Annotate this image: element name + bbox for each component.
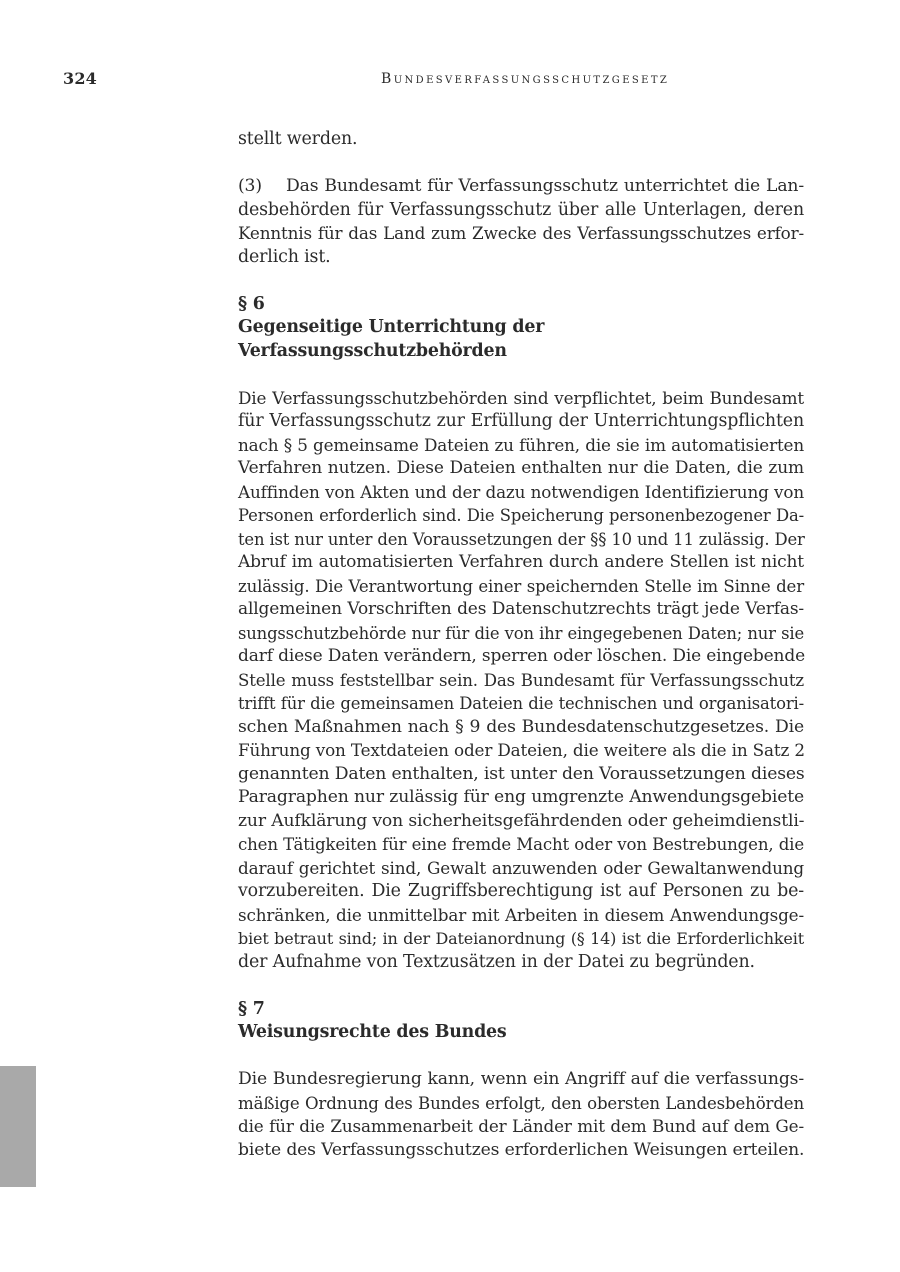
section-7-line: mäßige Ordnung des Bundes erfolgt, den obersten Landesbehörden bbox=[238, 1093, 804, 1113]
section-7-line: Die Bundesregierung kann, wenn ein Angriff auf die verfassungs- bbox=[238, 1069, 804, 1089]
section-7-line: biete des Verfassungsschutzes erforderlichen Weisungen erteilen. bbox=[238, 1139, 805, 1160]
section-6-line: Verfahren nutzen. Diese Dateien enthalten nur die Daten, die zum bbox=[238, 458, 804, 478]
section-6-line: schränken, die unmittelbar mit Arbeiten in diesem Anwendungsge- bbox=[238, 904, 804, 925]
section-6-line: Führung von Textdateien oder Dateien, die weitere als die in Satz 2 bbox=[238, 740, 805, 760]
paragraph-3-number: (3) bbox=[238, 176, 262, 196]
section-6-line: allgemeinen Vorschriften des Datenschutzrechts trägt jede Verfas- bbox=[238, 599, 804, 619]
section-6-line: darf diese Daten verändern, sperren oder löschen. Die eingebende bbox=[238, 646, 805, 666]
section-6-line: Personen erforderlich sind. Die Speicherung personenbezogener Da- bbox=[238, 506, 804, 525]
section-6-line: schen Maßnahmen nach § 9 des Bundesdatenschutzgesetzes. Die bbox=[238, 716, 804, 737]
section-6-line: darauf gerichtet sind, Gewalt anzuwenden oder Gewaltanwendung bbox=[238, 857, 804, 878]
paragraph-3-line: desbehörden für Verfassungsschutz über alle Unterlagen, deren bbox=[238, 199, 804, 220]
section-6-line: Stelle muss feststellbar sein. Das Bundesamt für Verfassungsschutz bbox=[238, 670, 804, 690]
section-6-line: vorzubereiten. Die Zugriffsberechtigung ist auf Personen zu be- bbox=[238, 881, 804, 901]
paragraph-3-line-text: Das Bundesamt für Verfassungsschutz unterrichtet die Lan- bbox=[286, 176, 804, 196]
paragraph-3-line: derlich ist. bbox=[238, 246, 331, 267]
section-6-line: biet betraut sind; in der Dateianordnung (§ 14) ist die Erforderlichkeit bbox=[238, 929, 804, 948]
section-6-line: ten ist nur unter den Voraussetzungen der §§ 10 und 11 zulässig. Der bbox=[238, 529, 805, 549]
page-number: 324 bbox=[63, 69, 97, 88]
section-6-line: sungsschutzbehörde nur für die von ihr eingegebenen Daten; nur sie bbox=[238, 623, 804, 643]
section-6-line: chen Tätigkeiten für eine fremde Macht oder von Bestrebungen, die bbox=[238, 835, 804, 854]
thumb-index-tab bbox=[0, 1066, 36, 1187]
section-6-body bbox=[238, 387, 804, 975]
section-6-line: der Aufnahme von Textzusätzen in der Datei zu begründen. bbox=[238, 951, 755, 972]
continuation-text: stellt werden. bbox=[238, 129, 358, 149]
running-head: Bundesverfassungsschutzgesetz bbox=[381, 71, 670, 87]
section-6-line: zulässig. Die Verantwortung einer speichernden Stelle im Sinne der bbox=[238, 576, 804, 596]
section-6-line: trifft für die gemeinsamen Dateien die technischen und organisatori- bbox=[238, 694, 804, 713]
section-6-line: genannten Daten enthalten, ist unter den Voraussetzungen dieses bbox=[238, 763, 805, 784]
section-7-title: Weisungsrechte des Bundes bbox=[238, 1022, 507, 1042]
section-7-number: § 7 bbox=[238, 998, 265, 1019]
page-content bbox=[238, 128, 804, 1162]
paragraph-3 bbox=[238, 175, 804, 269]
section-6-line: Abruf im automatisierten Verfahren durch andere Stellen ist nicht bbox=[238, 552, 804, 572]
section-6-line: nach § 5 gemeinsame Dateien zu führen, die sie im automatisierten bbox=[238, 434, 804, 455]
section-6-number: § 6 bbox=[238, 293, 265, 314]
paragraph-3-line bbox=[238, 175, 804, 199]
section-6-line: Die Verfassungsschutzbehörden sind verpflichtet, beim Bundesamt bbox=[238, 387, 804, 408]
section-6-line: Paragraphen nur zulässig für eng umgrenzte Anwendungsgebiete bbox=[238, 787, 804, 807]
section-6-line: Auffinden von Akten und der dazu notwendigen Identifizierung von bbox=[238, 481, 804, 502]
paragraph-3-line: Kenntnis für das Land zum Zwecke des Verfassungsschutzes erfor- bbox=[238, 223, 804, 243]
section-6-title: Gegenseitige Unterrichtung der Verfassungsschutzbehörden bbox=[238, 317, 545, 361]
section-6-line: zur Aufklärung von sicherheitsgefährdenden oder geheimdienstli- bbox=[238, 810, 805, 831]
section-6-line: für Verfassungsschutz zur Erfüllung der Unterrichtungspflichten bbox=[238, 411, 804, 431]
section-7-body bbox=[238, 1068, 804, 1162]
section-7-line: die für die Zusammenarbeit der Länder mit dem Bund auf dem Ge- bbox=[238, 1116, 804, 1136]
